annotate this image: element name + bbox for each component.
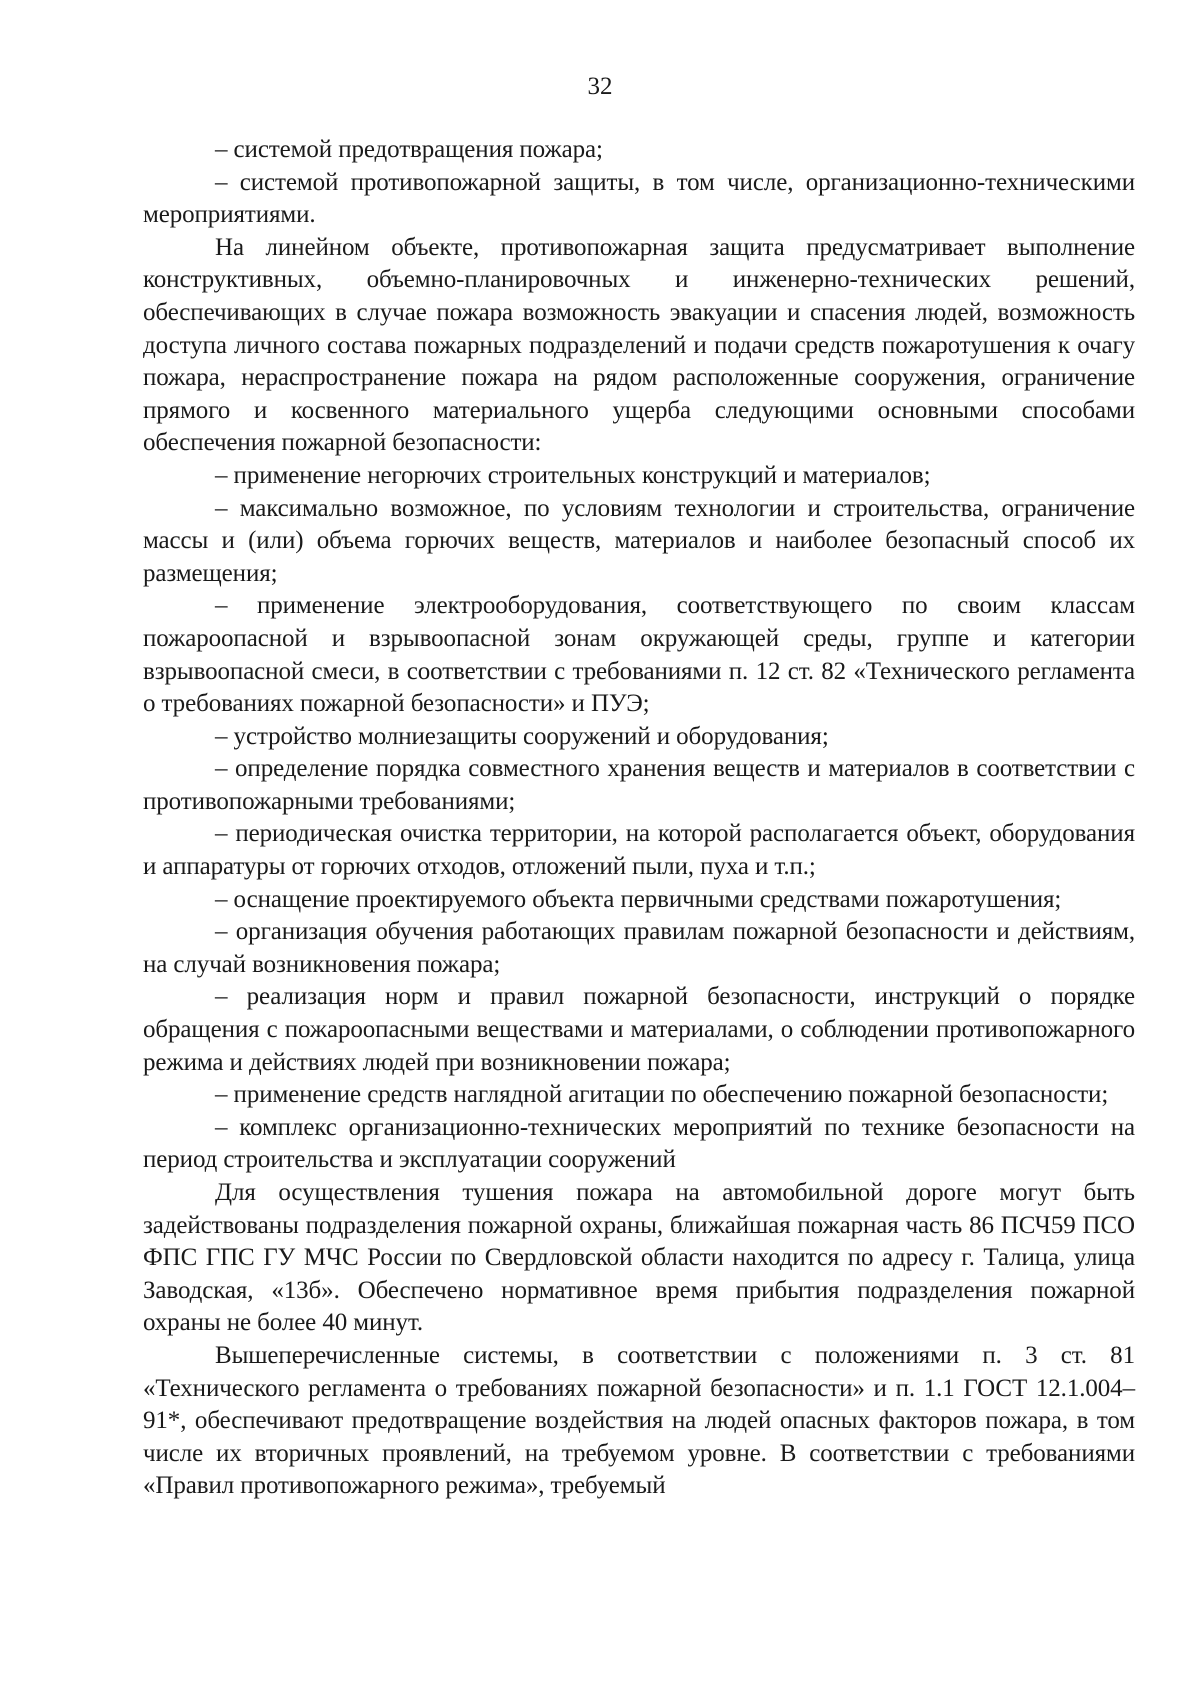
list-item-primary-extinguishing: – оснащение проектируемого объекта первичными средствами пожаротушения; [215,885,1062,913]
list-item-noncombustible-materials: – применение негорючих строительных конструкций и материалов; [215,461,931,489]
paragraph-linear-object-protection: На линейном объекте, противопожарная защита предусматривает выполнение конструктивных, объемно-планировочных и инженерно-технических решений, обеспечивающих в случае пожара возможность эвакуации и спасения людей, возможность доступа личного состава пожарных подразделений и подачи средств пожаротушения к очагу пожара, нераспространение пожара на рядом расположенные сооружения, ограничение прямого и косвенного материального ущерба следующими основными способами обеспечения пожарной безопасности: [143,233,1135,457]
list-item-fire-protection-system: – системой противопожарной защиты, в том числе, организационно-техническими мероприятиями. [143,168,1135,229]
list-item-norms-implementation: – реализация норм и правил пожарной безопасности, инструкций о порядке обращения с пожароопасными веществами и материалами, о соблюдении противопожарного режима и действиях людей при возникновении пожара; [143,983,1135,1076]
list-item-fire-prevention-system: – системой предотвращения пожара; [215,136,603,163]
list-item-limit-combustibles: – максимально возможное, по условиям технологии и строительства, ограничение массы и (или) объема горючих веществ, материалов и наиболее безопасный способ их размещения; [143,494,1135,587]
list-item-joint-storage: – определение порядка совместного хранения веществ и материалов в соответствии с противопожарными требованиями; [143,755,1135,815]
list-item-safety-measures: – комплекс организационно-технических мероприятий по технике безопасности на период строительства и эксплуатации сооружений [143,1113,1135,1174]
list-item-visual-agitation: – применение средств наглядной агитации по обеспечению пожарной безопасности; [215,1081,1109,1109]
list-item-training: – организация обучения работающих правилам пожарной безопасности и действиям, на случай возникновения пожара; [143,918,1135,978]
list-item-lightning-protection: – устройство молниезащиты сооружений и оборудования; [215,722,829,750]
paragraph-fire-brigade: Для осуществления тушения пожара на автомобильной дороге могут быть задействованы подразделения пожарной охраны, ближайшая пожарная часть 86 ПСЧ59 ПСО ФПС ГПС ГУ МЧС России по Свердловской области находится по адресу г. Талица, улица Заводская, «13б». Обеспечено нормативное время прибытия подразделения пожарной охраны не более 40 минут. [143,1179,1135,1337]
list-item-electrical-equipment: – применение электрооборудования, соответствующего по своим классам пожароопасной и взрывоопасной зонам окружающей среды, группе и категории взрывоопасной смеси, в соответствии с требованиями п. 12 ст. 82 «Технического регламента о требованиях пожарной безопасности» и ПУЭ; [143,592,1135,718]
document-body [143,134,1135,1503]
paragraph-systems-compliance: Вышеперечисленные системы, в соответствии с положениями п. 3 ст. 81 «Технического регламента о требованиях пожарной безопасности» и п. 1.1 ГОСТ 12.1.004–91*, обеспечивают предотвращение воздействия на людей опасных факторов пожара, в том числе их вторичных проявлений, на требуемом уровне. В соответствии с требованиями «Правил противопожарного режима», требуемый [143,1341,1135,1500]
page-number: 32 [587,73,613,100]
list-item-territory-cleaning: – периодическая очистка территории, на которой располагается объект, оборудования и аппаратуры от горючих отходов, отложений пыли, пуха и т.п.; [143,820,1135,881]
